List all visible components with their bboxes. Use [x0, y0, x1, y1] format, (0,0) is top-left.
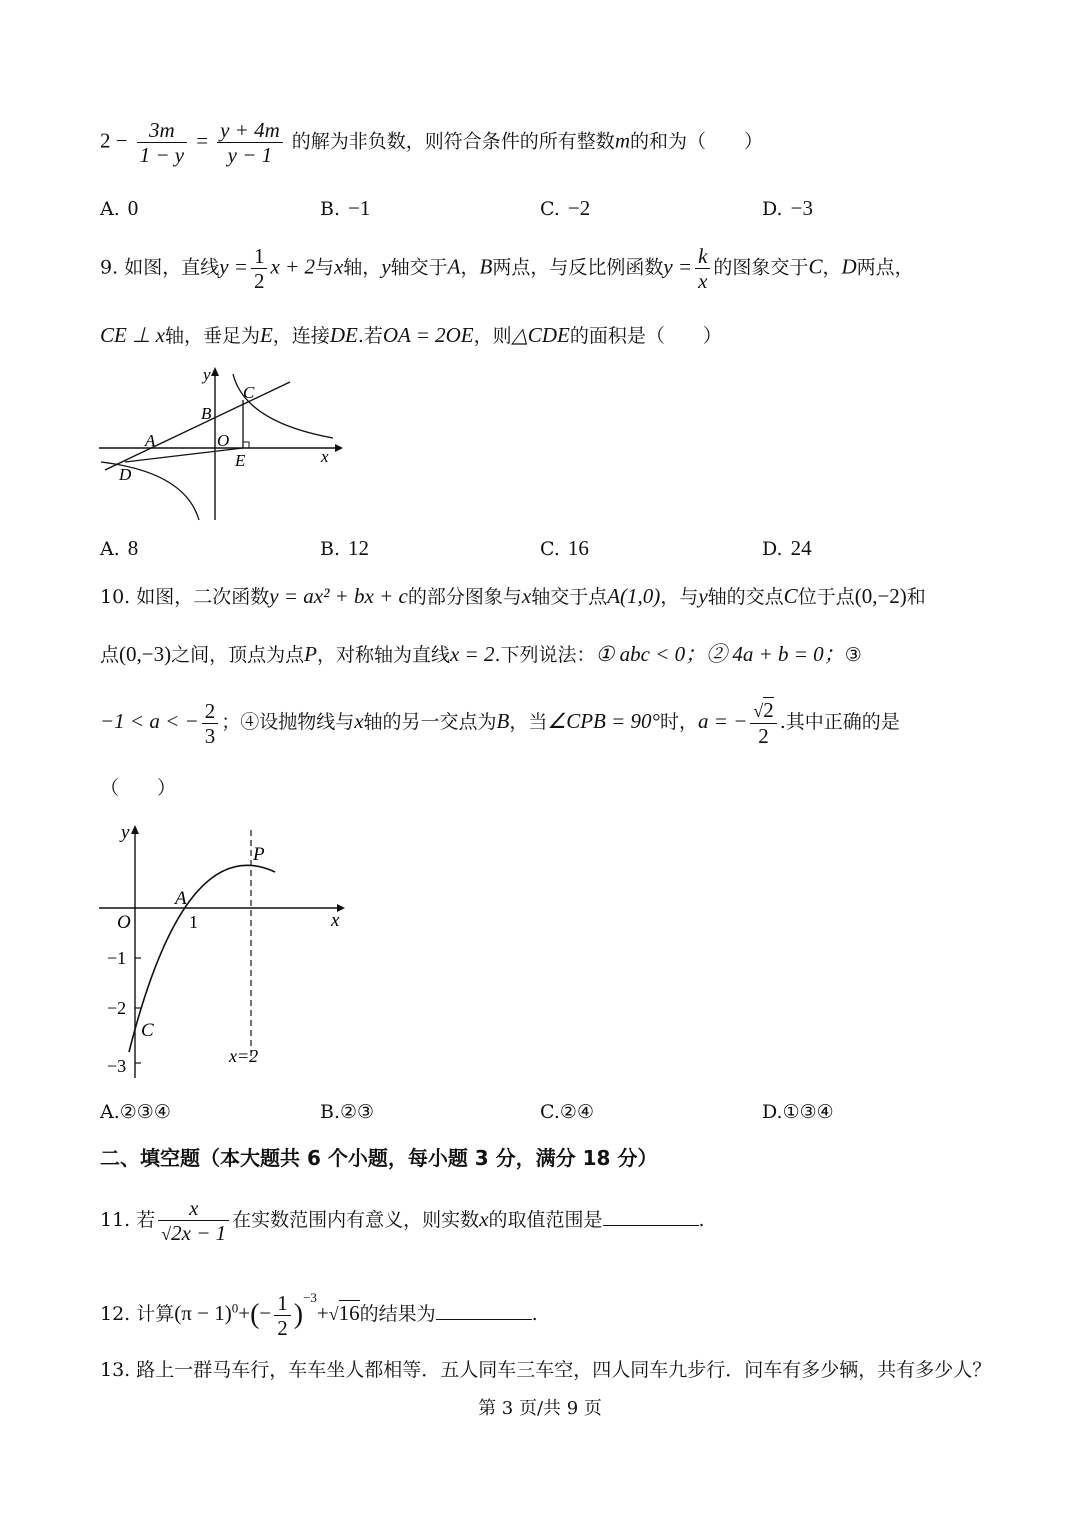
q10-line-3: −1 < a < − $\frac{2}{3}$ ；④设抛物线与x轴的另一交点为B，当∠CPB = 90°时，a = − $\frac{√2}{2}$ .其中正确的是: [100, 698, 900, 748]
q10-label-y: y: [121, 822, 130, 843]
q10-label-axis: x=2: [229, 1046, 259, 1066]
q9-fraction: $\frac{1}{2}$: [251, 244, 268, 293]
q10-line-1: 10. 如图，二次函数y = ax² + bx + c的部分图象与x轴交于点A(1,0)，与y轴的交点C位于点(0,−2)和: [100, 584, 926, 608]
q8-equals: =: [196, 128, 209, 153]
q9-right-angle: [243, 442, 249, 448]
q8-option-c[interactable]: C. −2: [540, 196, 591, 220]
q9-x-arrow: [335, 444, 343, 452]
q10-label-m1: −1: [107, 948, 127, 968]
q8-option-d[interactable]: D. −3: [762, 196, 813, 220]
q12-answer-blank[interactable]: [436, 1299, 532, 1320]
q10-option-c[interactable]: C.②④: [540, 1101, 594, 1123]
q9-label-d: D: [119, 465, 132, 484]
q10-label-m2: −2: [107, 998, 127, 1018]
q8-tail: 的和为（ ）: [629, 130, 763, 153]
q9-option-a[interactable]: A. 8: [100, 536, 139, 560]
q9-label-c: C: [243, 383, 255, 402]
q9-label-a: A: [145, 431, 156, 450]
q10-option-d[interactable]: D.①③④: [762, 1101, 834, 1123]
q8-option-a[interactable]: A. 0: [100, 196, 139, 220]
q8-fraction-1: $\frac{3m}{1 - y}$: [137, 118, 188, 167]
section-heading: 二、填空题（本大题共 6 个小题，每小题 3 分，满分 18 分）: [100, 1146, 658, 1170]
q8-line: [100, 118, 763, 167]
q11-answer-blank[interactable]: [603, 1205, 699, 1226]
q9-label-x: x: [321, 447, 329, 466]
q9-label-y: y: [203, 365, 211, 384]
q10-y-arrow: [131, 825, 139, 834]
q10-option-a[interactable]: A.②③④: [100, 1101, 171, 1123]
q10-label-c: C: [141, 1020, 154, 1041]
q11-fraction: $\frac{x}{√2x - 1}$: [158, 1196, 229, 1246]
q8-option-b[interactable]: B. −1: [320, 196, 371, 220]
q9-label-e: E: [235, 451, 246, 470]
q11-line: 11. 若 $\frac{x}{√2x - 1}$ 在实数范围内有意义，则实数x的取值范围是 .: [100, 1196, 705, 1245]
q9-hyperbola-left: [101, 462, 199, 520]
q9-line-2: CE ⊥ x轴，垂足为E，连接DE.若OA = 2OE，则△CDE的面积是（ ）: [100, 323, 722, 347]
q10-fraction: $\frac{2}{3}$: [202, 699, 219, 748]
q8-text: 的解为非负数，则符合条件的所有整数: [291, 130, 615, 153]
q12-fraction: $\frac{1}{2}$: [274, 1291, 291, 1340]
q10-label-p: P: [253, 844, 265, 865]
q10-label-one: 1: [189, 912, 198, 932]
q10-label-x: x: [331, 910, 340, 931]
q10-line-2: 点(0,−3)之间，顶点为点P，对称轴为直线x = 2.下列说法：① abc < 0；② 4a + b = 0；③: [100, 642, 862, 666]
q9-figure: [95, 362, 345, 527]
q9-option-b[interactable]: B. 12: [320, 536, 370, 560]
q9-line-1: 9. 如图，直线y = $\frac{1}{2}$ x + 2与x轴，y轴交于A，B两点，与反比例函数y = $\frac{k}{x}$ 的图象交于C，D两点，: [100, 244, 914, 293]
q9-label-b: B: [201, 404, 212, 423]
page-footer: 第 3 页/共 9 页: [478, 1398, 602, 1419]
q10-option-b[interactable]: B.②③: [320, 1101, 375, 1123]
q8-var: m: [614, 128, 630, 153]
q9-segment-de: [125, 448, 243, 462]
q12-line: 12. 计算$(\pi - 1)^0+(-$ $\frac{1}{2}$ )$^{-3}$+√16的结果为 .: [100, 1290, 538, 1340]
q10-label-a: A: [175, 888, 187, 909]
q9-number: 9.: [100, 256, 119, 279]
q10-label-m3: −3: [107, 1056, 127, 1076]
q9-k-fraction: $\frac{k}{x}$: [695, 244, 710, 293]
q9-y-arrow: [211, 367, 219, 376]
q9-label-o: O: [217, 431, 230, 450]
q9-option-c[interactable]: C. 16: [540, 536, 589, 560]
q8-prefix: 2 −: [100, 128, 128, 153]
q13-line: 13. 路上一群马车行，车车坐人都相等．五人同车三车空，四人同车九步行．问车有多少辆，共有多少人？: [100, 1359, 992, 1381]
q10-label-o: O: [117, 912, 131, 933]
q10-paren: （ ）: [100, 777, 177, 799]
q8-fraction-2: $\frac{y + 4m}{y - 1}$: [217, 118, 283, 167]
q10-figure: [95, 820, 355, 1082]
q10-sqrt-fraction: $\frac{√2}{2}$: [750, 698, 776, 748]
q9-option-d[interactable]: D. 24: [762, 536, 812, 560]
q9-line-ab: [105, 382, 290, 470]
